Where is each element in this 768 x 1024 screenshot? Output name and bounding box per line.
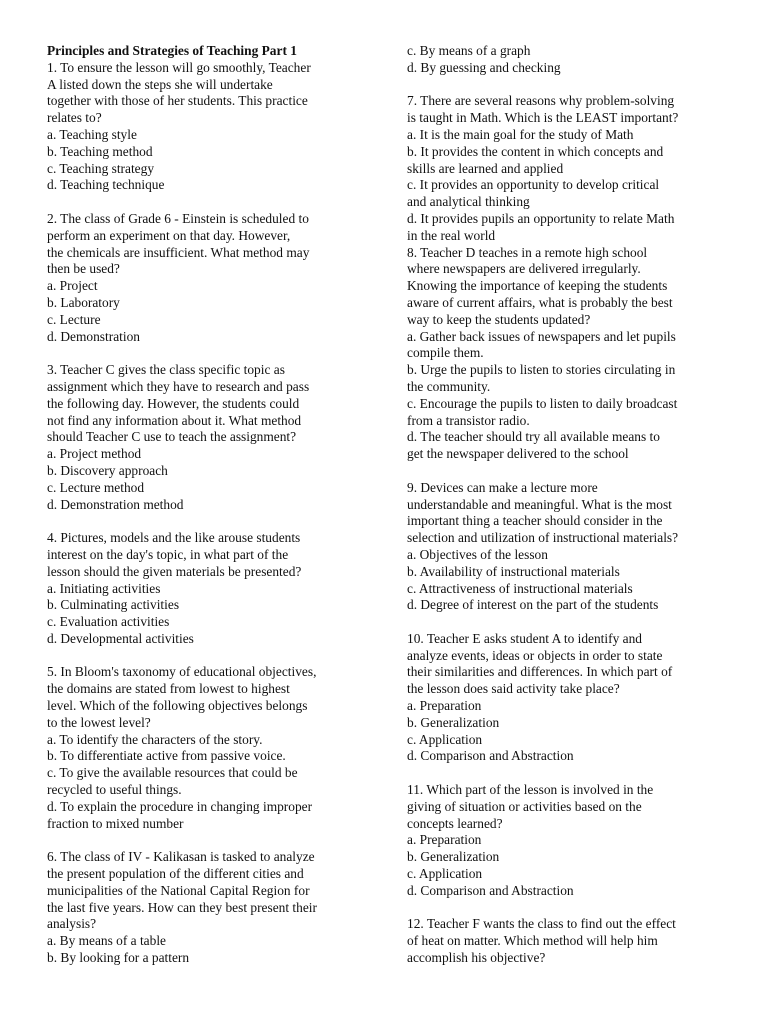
text-line: Knowing the importance of keeping the students <box>407 278 668 294</box>
text-line: the present population of the different cities and <box>47 866 304 882</box>
text-line: c. Lecture method <box>47 479 145 495</box>
text-line: compile them. <box>407 345 484 361</box>
text-line: c. Evaluation activities <box>47 614 170 630</box>
left-column <box>47 43 365 967</box>
text-line: perform an experiment on that day. However, <box>47 227 291 243</box>
text-line: b. Laboratory <box>47 294 120 310</box>
text-line: 4. Pictures, models and the like arouse students <box>47 530 301 546</box>
paragraph-gap <box>47 648 365 665</box>
text-line: the following day. However, the students could <box>47 395 300 411</box>
text-line: c. Application <box>407 731 483 747</box>
text-line: together with those of her students. This practice <box>47 93 308 109</box>
text-line: a. Preparation <box>407 698 482 714</box>
text-line: 10. Teacher E asks student A to identify and <box>407 630 642 646</box>
left-column-text <box>47 60 365 967</box>
text-line: b. Discovery approach <box>47 462 168 478</box>
text-line: b. Generalization <box>407 849 500 865</box>
text-line: d. By guessing and checking <box>407 59 561 75</box>
text-line: should Teacher C use to teach the assignment? <box>47 429 297 445</box>
text-line: the last five years. How can they best present their <box>47 899 317 915</box>
text-line: d. Developmental activities <box>47 630 194 646</box>
text-line: fraction to mixed number <box>47 815 184 831</box>
text-line: c. It provides an opportunity to develop critical <box>407 177 660 193</box>
text-line: assignment which they have to research and pass <box>47 378 310 394</box>
text-line: their similarities and differences. In which part of <box>407 664 673 680</box>
paragraph-gap <box>407 614 729 631</box>
text-line: to the lowest level? <box>47 714 151 730</box>
text-line: c. Application <box>407 866 483 882</box>
text-line: giving of situation or activities based on the <box>407 798 642 814</box>
paragraph-gap <box>47 513 365 530</box>
text-line: d. Demonstration <box>47 328 140 344</box>
text-line: 8. Teacher D teaches in a remote high school <box>407 244 648 260</box>
text-line: selection and utilization of instructional materials? <box>407 530 679 546</box>
text-line: d. It provides pupils an opportunity to relate Math <box>407 210 675 226</box>
text-line: d. Comparison and Abstraction <box>407 748 574 764</box>
paragraph-gap <box>47 345 365 362</box>
text-line: a. Initiating activities <box>47 580 161 596</box>
text-line: concepts learned? <box>407 815 503 831</box>
text-line: 5. In Bloom's taxonomy of educational objectives, <box>47 664 317 680</box>
text-line: get the newspaper delivered to the school <box>407 446 629 462</box>
text-line: d. Comparison and Abstraction <box>407 882 574 898</box>
right-column <box>407 43 729 967</box>
text-line: and analytical thinking <box>407 194 530 210</box>
paragraph-gap <box>47 832 365 849</box>
text-line: a. Objectives of the lesson <box>407 546 548 562</box>
paragraph-gap <box>407 463 729 480</box>
text-line: d. The teacher should try all available means to <box>407 429 660 445</box>
text-line: relates to? <box>47 110 102 126</box>
text-line: 6. The class of IV - Kalikasan is tasked to analyze <box>47 849 315 865</box>
text-line: c. Lecture <box>47 311 101 327</box>
text-line: a. It is the main goal for the study of Math <box>407 126 634 142</box>
text-line: then be used? <box>47 261 120 277</box>
text-line: c. To give the available resources that could be <box>47 765 298 781</box>
text-line: a. Teaching style <box>47 126 137 142</box>
text-line: a. Gather back issues of newspapers and let pupils <box>407 328 676 344</box>
text-line: the domains are stated from lowest to highest <box>47 681 290 697</box>
text-line: b. Generalization <box>407 714 500 730</box>
text-line: c. Teaching strategy <box>47 160 155 176</box>
text-line: the chemicals are insufficient. What method may <box>47 244 310 260</box>
text-line: level. Which of the following objectives belongs <box>47 698 308 714</box>
text-line: b. Urge the pupils to listen to stories circulating in <box>407 362 676 378</box>
text-line: a. To identify the characters of the story. <box>47 731 263 747</box>
text-line: A listed down the steps she will undertake <box>47 76 273 92</box>
text-line: c. Encourage the pupils to listen to daily broadcast <box>407 395 678 411</box>
text-line: b. Availability of instructional materials <box>407 563 620 579</box>
text-line: b. It provides the content in which concepts and <box>407 143 664 159</box>
text-line: d. Degree of interest on the part of the students <box>407 597 659 613</box>
text-line: 9. Devices can make a lecture more <box>407 479 598 495</box>
text-line: b. To differentiate active from passive voice. <box>47 748 286 764</box>
text-line: 1. To ensure the lesson will go smoothly, Teacher <box>47 59 311 75</box>
text-line: 2. The class of Grade 6 - Einstein is scheduled to <box>47 210 309 226</box>
text-line: d. To explain the procedure in changing improper <box>47 798 313 814</box>
text-line: a. Project method <box>47 446 142 462</box>
paragraph-gap <box>407 900 729 917</box>
text-line: accomplish his objective? <box>407 950 546 966</box>
text-line: lesson should the given materials be presented? <box>47 563 302 579</box>
text-line: 12. Teacher F wants the class to find out the effect <box>407 916 676 932</box>
text-line: in the real world <box>407 227 496 243</box>
text-line: municipalities of the National Capital Region for <box>47 882 310 898</box>
text-line: the lesson does said activity take place? <box>407 681 620 697</box>
text-line: a. Project <box>47 278 98 294</box>
text-line: a. By means of a table <box>47 933 166 949</box>
text-line: aware of current affairs, what is probably the best <box>407 294 673 310</box>
text-line: c. Attractiveness of instructional materials <box>407 580 633 596</box>
text-line: of heat on matter. Which method will help him <box>407 933 658 949</box>
text-line: b. Teaching method <box>47 143 153 159</box>
text-line: c. By means of a graph <box>407 43 531 58</box>
text-line: 7. There are several reasons why problem-solving <box>407 93 675 109</box>
text-line: not find any information about it. What method <box>47 412 302 428</box>
text-line: way to keep the students updated? <box>407 311 591 327</box>
text-line: skills are learned and applied <box>407 160 564 176</box>
text-line: a. Preparation <box>407 832 482 848</box>
text-line: b. Culminating activities <box>47 597 180 613</box>
text-line: d. Teaching technique <box>47 177 165 193</box>
text-line: 3. Teacher C gives the class specific topic as <box>47 362 285 378</box>
document-title: Principles and Strategies of Teaching Part 1 <box>47 43 297 58</box>
text-line: important thing a teacher should consider in the <box>407 513 663 529</box>
text-line: understandable and meaningful. What is the most <box>407 496 672 512</box>
text-line: d. Demonstration method <box>47 496 184 512</box>
paragraph-gap <box>47 194 365 211</box>
text-line: from a transistor radio. <box>407 412 530 428</box>
text-line: interest on the day's topic, in what part of the <box>47 546 289 562</box>
text-line: recycled to useful things. <box>47 782 182 798</box>
text-line: analysis? <box>47 916 97 932</box>
text-line: 11. Which part of the lesson is involved in the <box>407 782 654 798</box>
text-line: analyze events, ideas or objects in order to state <box>407 647 663 663</box>
text-line: the community. <box>407 378 491 394</box>
text-line: is taught in Math. Which is the LEAST important? <box>407 110 679 126</box>
text-line: b. By looking for a pattern <box>47 950 190 966</box>
right-column-text <box>407 43 729 967</box>
paragraph-gap <box>407 765 729 782</box>
text-line: where newspapers are delivered irregularly. <box>407 261 641 277</box>
paragraph-gap <box>407 77 729 94</box>
